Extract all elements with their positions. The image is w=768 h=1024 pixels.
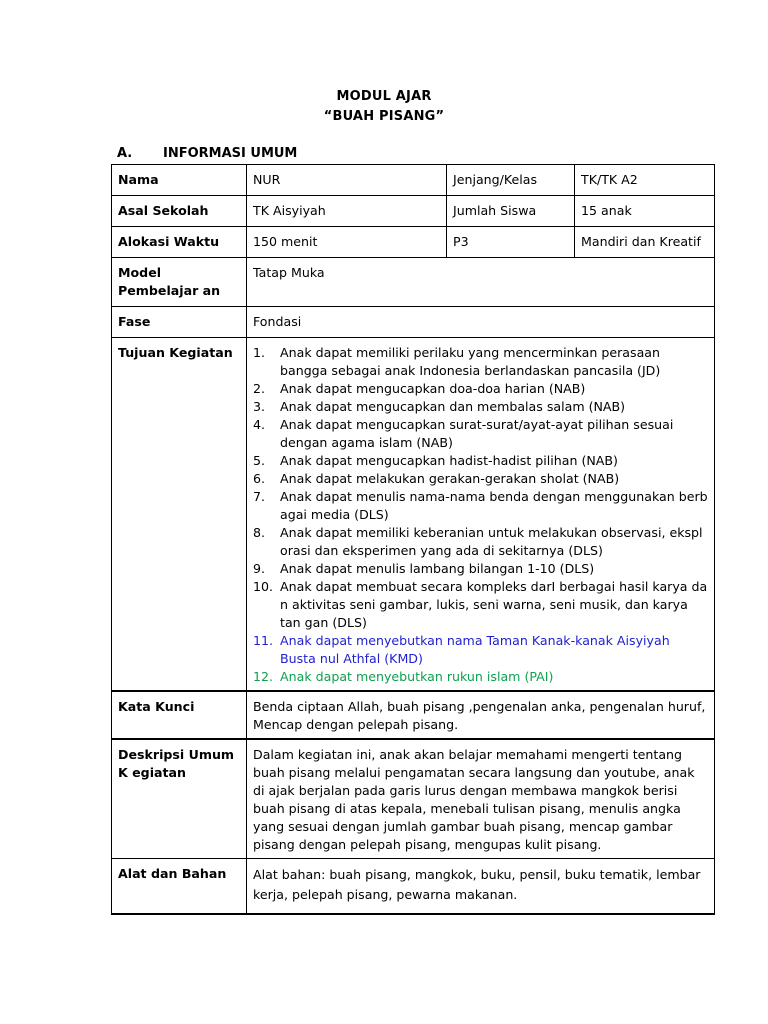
- item-number: 7.: [253, 489, 266, 504]
- list-item: [253, 344, 708, 380]
- item-number: 12.: [253, 669, 274, 684]
- item-text: Anak dapat mengucapkan dan membalas salam (NAB): [280, 399, 626, 414]
- item-text: Anak dapat menyebutkan rukun islam (PAI): [280, 669, 554, 684]
- model-pembelajaran-label: Model Pembelajar an: [112, 258, 247, 307]
- jumlah-siswa-label: Jumlah Siswa: [447, 196, 575, 227]
- list-item: [253, 452, 708, 470]
- p3-label: P3: [447, 227, 575, 258]
- nama-label: Nama: [112, 165, 247, 196]
- list-item: [253, 560, 708, 578]
- jenjang-value: TK/TK A2: [575, 165, 715, 196]
- item-text: Anak dapat membuat secara kompleks darI berbagai hasil karya da n aktivitas seni gambar, lukis, seni warna, seni musik, dan karya tan gan (DLS): [280, 579, 708, 630]
- alat-bahan-value: Alat bahan: buah pisang, mangkok, buku, pensil, buku tematik, lembar kerja, pelepah pisang, pewarna makanan.: [247, 859, 715, 914]
- list-item: [253, 488, 708, 524]
- section-heading: [117, 146, 297, 161]
- deskripsi-umum-value: Dalam kegiatan ini, anak akan belajar memahami mengerti tentang buah pisang melalui pengamatan secara langsung dan youtube, anak di ajak berjalan pada garis lurus dengan membawa mangkok berisi buah pisang di atas kepala, menebali tulisan pisang, menulis angka yang sesuai dengan jumlah gambar buah pisang, mencap gambar pisang dengan pelepah pisang, mengupas kulit pisang.: [247, 739, 715, 859]
- p3-value: Mandiri dan Kreatif: [575, 227, 715, 258]
- list-item: [253, 632, 708, 668]
- item-number: 4.: [253, 417, 266, 432]
- item-number: 6.: [253, 471, 266, 486]
- table-row: [112, 338, 715, 692]
- table-row: [112, 196, 715, 227]
- nama-value: NUR: [247, 165, 447, 196]
- jenjang-label: Jenjang/Kelas: [447, 165, 575, 196]
- asal-sekolah-value: TK Aisyiyah: [247, 196, 447, 227]
- list-item: [253, 398, 708, 416]
- alokasi-waktu-label: Alokasi Waktu: [112, 227, 247, 258]
- item-text: Anak dapat memiliki keberanian untuk melakukan observasi, ekspl orasi dan eksperimen yang ada di sekitarnya (DLS): [280, 525, 703, 558]
- list-item: [253, 470, 708, 488]
- alat-bahan-label: Alat dan Bahan: [112, 859, 247, 914]
- item-number: 9.: [253, 561, 266, 576]
- tujuan-kegiatan-cell: [247, 338, 715, 692]
- item-text: Anak dapat memiliki perilaku yang mencerminkan perasaan bangga sebagai anak Indonesia berlandaskan pancasila (JD): [280, 345, 661, 378]
- table-row: [112, 691, 715, 739]
- item-text: Anak dapat menulis lambang bilangan 1-10 (DLS): [280, 561, 595, 576]
- item-number: 3.: [253, 399, 266, 414]
- item-number: 11.: [253, 633, 274, 648]
- item-text: Anak dapat mengucapkan surat-surat/ayat-ayat pilihan sesuai dengan agama islam (NAB): [280, 417, 674, 450]
- list-item: [253, 668, 708, 686]
- item-number: 5.: [253, 453, 266, 468]
- document-subtitle: “BUAH PISANG”: [323, 109, 445, 124]
- table-row: [112, 258, 715, 307]
- kata-kunci-label: Kata Kunci: [112, 691, 247, 739]
- asal-sekolah-label: Asal Sekolah: [112, 196, 247, 227]
- list-item: [253, 380, 708, 398]
- tujuan-kegiatan-list: [253, 344, 708, 686]
- jumlah-siswa-value: 15 anak: [575, 196, 715, 227]
- list-item: [253, 524, 708, 560]
- item-number: 2.: [253, 381, 266, 396]
- item-number: 1.: [253, 345, 266, 360]
- item-number: 10.: [253, 579, 274, 594]
- table-row: [112, 859, 715, 914]
- fase-value: Fondasi: [247, 307, 715, 338]
- alokasi-waktu-value: 150 menit: [247, 227, 447, 258]
- item-text: Anak dapat mengucapkan hadist-hadist pilihan (NAB): [280, 453, 618, 468]
- general-info-table: [111, 164, 715, 915]
- table-row: [112, 165, 715, 196]
- fase-label: Fase: [112, 307, 247, 338]
- deskripsi-umum-label: Deskripsi Umum K egiatan: [112, 739, 247, 859]
- document-title: MODUL AJAR: [336, 89, 432, 104]
- section-number: A.: [117, 146, 133, 161]
- kata-kunci-value: Benda ciptaan Allah, buah pisang ,pengenalan anka, pengenalan huruf, Mencap dengan pelepah pisang.: [247, 691, 715, 739]
- tujuan-kegiatan-label: Tujuan Kegiatan: [112, 338, 247, 692]
- item-number: 8.: [253, 525, 266, 540]
- list-item: [253, 578, 708, 632]
- item-text: Anak dapat menyebutkan nama Taman Kanak-kanak Aisyiyah Busta nul Athfal (KMD): [280, 633, 670, 666]
- item-text: Anak dapat menulis nama-nama benda dengan menggunakan berb agai media (DLS): [280, 489, 708, 522]
- table-row: [112, 307, 715, 338]
- table-row: [112, 227, 715, 258]
- list-item: [253, 416, 708, 452]
- model-pembelajaran-value: Tatap Muka: [247, 258, 715, 307]
- table-row: [112, 739, 715, 859]
- item-text: Anak dapat mengucapkan doa-doa harian (NAB): [280, 381, 586, 396]
- section-title: INFORMASI UMUM: [163, 146, 298, 161]
- item-text: Anak dapat melakukan gerakan-gerakan sholat (NAB): [280, 471, 620, 486]
